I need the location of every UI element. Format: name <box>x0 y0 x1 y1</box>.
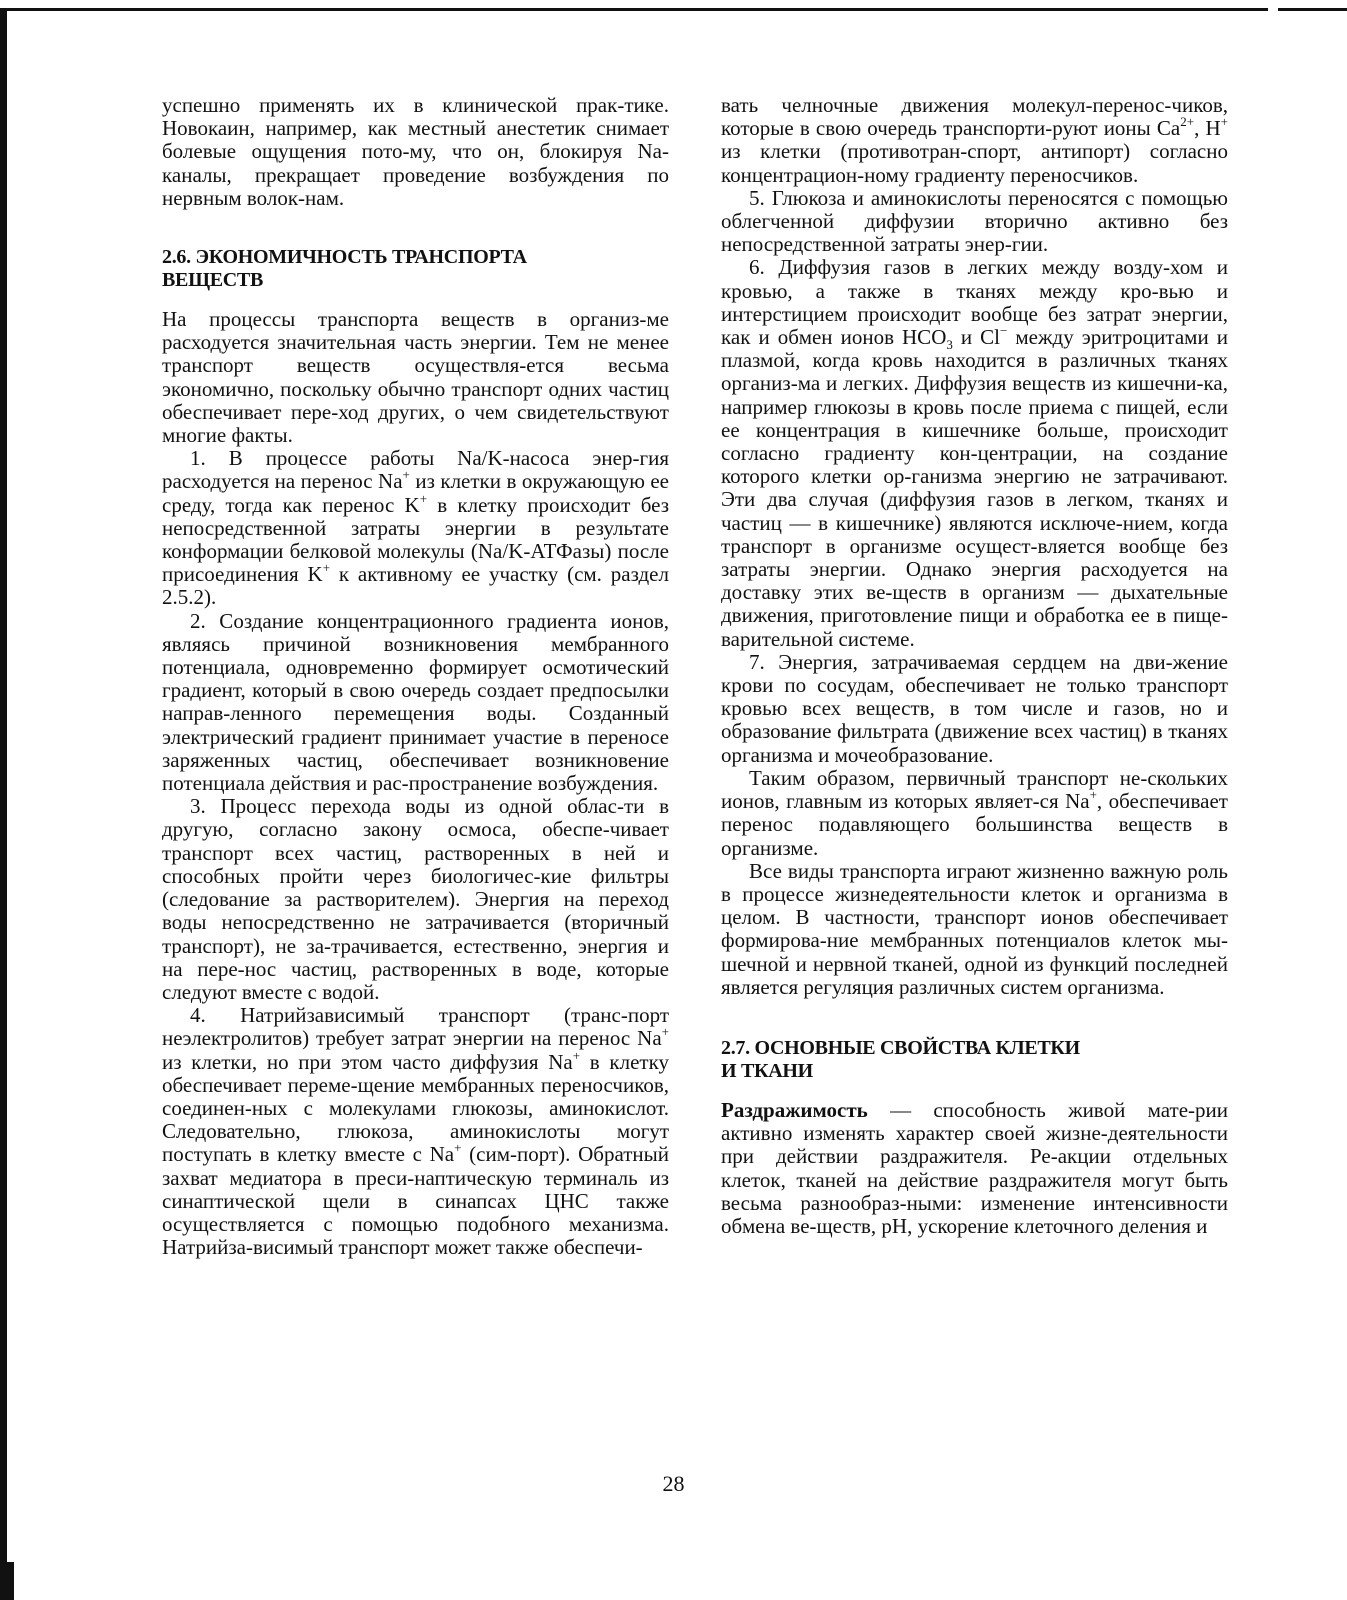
list-item-4 <box>162 1004 669 1259</box>
superscript-plus: + <box>419 490 428 506</box>
item6-text-c: между эритроцитами и плазмой, когда кровь находится в различных тканях организ-ма и легких. Диффузия веществ из кишечни-ка, например глюкозы в кровь после приема с пищей, если ее концентрация в кишечнике больше, происходит согласно градиенту кон-центрации, на создание которого клетки ор-ганизма энергию не затрачивают. Эти два случая (диффузия газов в легком, тканях и частиц — в кишечнике) являются исключе-нием, когда транспорт в организме осущест-вляется вообще без затраты энергии. Однако энергия расходуется на доставку этих ве-ществ в организм — дыхательные движения, приготовление пищи и обработка ее в пище-варительной системе. <box>721 325 1228 651</box>
thus-text-a: Таким образом, первичный транспорт не-скольких ионов, главным из которых являет-ся Na <box>721 765 1228 814</box>
paragraph-all-types: Все виды транспорта играют жизненно важную роль в процессе жизнедеятельности клеток и организма в целом. В частности, транспорт ионов обеспечивает формирова-ние мембранных потенциалов клеток мы-шечной и нервной тканей, одной из функций последней является регуляция различных систем организма. <box>721 858 1228 999</box>
continuation-text-c: из клетки (противотран-спорт, антипорт) согласно концентрацион-ному градиенту переносчиков. <box>721 139 1228 187</box>
item4-text-b: из клетки, но при этом часто диффузия Na <box>162 1049 573 1074</box>
item1-text-b: из клетки в окружающую ее среду, тогда как перенос K <box>162 469 670 517</box>
left-scan-notch <box>0 1562 14 1600</box>
term-irritability: Раздражимость <box>721 1097 868 1122</box>
paragraph-irritability <box>721 1099 1228 1238</box>
list-item-5: 5. Глюкоза и аминокислоты переносятся с помощью облегченной диффузии вторично активно без непосредственной затраты энер-гии. <box>721 185 1228 257</box>
paragraph-continuation <box>721 94 1228 187</box>
superscript-2plus: 2+ <box>1180 114 1195 130</box>
right-column <box>721 94 1228 1238</box>
top-scan-rule <box>0 8 1347 11</box>
continuation-text-a: вать челночные движения молекул-перенос-чиков, которые в свою очередь транспорти-руют ионы Ca <box>721 93 1228 141</box>
paragraph-thus <box>721 767 1228 860</box>
top-rule-gap <box>1268 8 1278 11</box>
list-item-3: 3. Процесс перехода воды из одной облас-ти в другую, согласно закону осмоса, обеспе-чивает транспорт всех частиц, растворенных в ней и способных пройти через биологичес-кие фильтры (следование за растворителем). Энергия на переход воды непосредственно не затрачивается (вторичный транспорт), не за-трачивается, естественно, энергия и на пере-нос частиц, растворенных в воде, которые следуют вместе с водой. <box>162 794 669 1004</box>
left-scan-edge <box>0 8 7 1600</box>
thus-text-b: , обеспечивает перенос подавляющего большинства веществ в организме. <box>721 789 1228 860</box>
item1-text-a: 1. В процессе работы Na/K-насоса энер-гия расходуется на перенос Na <box>162 446 669 494</box>
paragraph-economy: На процессы транспорта веществ в организ-ме расходуется значительная часть энергии. Тем не менее транспорт веществ осуществля-ется весьма экономично, поскольку обычно транспорт одних частиц обеспечивает пере-ход других, о чем свидетельствуют многие факты. <box>162 307 669 448</box>
superscript-plus: + <box>1089 787 1097 803</box>
item4-text-a: 4. Натрийзависимый транспорт (транс-порт неэлектролитов) требует затрат энергии на перенос Na <box>162 1003 669 1051</box>
section-heading-2-7 <box>721 1037 1228 1083</box>
item6-text-a: 6. Диффузия газов в легких между возду-хом и кровью, а также в тканях между кро-вью и интерстицием происходит вообще без затрат энергии, как и обмен ионов HCO <box>721 255 1228 350</box>
subscript-3: 3 <box>946 337 953 353</box>
section-heading-2-6-line2: ВЕЩЕСТВ <box>162 269 264 292</box>
list-item-7: 7. Энергия, затрачиваемая сердцем на дви-жение крови по сосудам, обеспечивает не только транспорт кровью всех веществ, в том числе и газов, но и образование фильтрата (движение всех частиц) в тканях организма и мочеобразование. <box>721 649 1228 767</box>
continuation-text-b: , H <box>1194 116 1221 141</box>
superscript-plus: + <box>322 560 331 576</box>
section-heading-2-7-line2: И ТКАНИ <box>721 1059 813 1082</box>
superscript-plus: + <box>572 1047 581 1063</box>
list-item-6 <box>721 256 1228 650</box>
superscript-plus: + <box>454 1140 462 1156</box>
section-heading-2-6-line1: 2.6. ЭКОНОМИЧНОСТЬ ТРАНСПОРТА <box>162 246 527 269</box>
superscript-plus: + <box>402 467 410 483</box>
paragraph-intro: успешно применять их в клинической прак-тике. Новокаин, например, как местный анестетик снимает болевые ощущения пото-му, что он, блокируя Na-каналы, прекращает проведение возбуждения по нервным волок-нам. <box>162 93 669 210</box>
left-column <box>162 94 669 1259</box>
item1-text-d: к активному ее участку (см. раздел 2.5.2). <box>162 562 669 610</box>
item1-text-c: в клетку происходит без непосредственной затраты энергии в результате конформации белковой молекулы (Na/K-АТФазы) после присоединения K <box>162 492 669 587</box>
item4-text-c: в клетку обеспечивает переме-щение мембранных переносчиков, соединен-ных с молекулами глюкозы, аминокислот. Следовательно, глюкоза, аминокислоты могут поступать в клетку вместе с Na <box>162 1049 669 1167</box>
section-heading-2-7-line1: 2.7. ОСНОВНЫЕ СВОЙСТВА КЛЕТКИ <box>721 1036 1080 1059</box>
list-item-1 <box>162 447 669 609</box>
section-heading-2-6 <box>162 246 669 292</box>
superscript-plus: + <box>661 1024 669 1040</box>
irritability-definition: — способность живой мате-рии активно изменять характер своей жизне-деятельности при действии раздражителя. Ре-акции отдельных клеток, тканей на действие раздражителя могут быть весьма разнообраз-ными: изменение интенсивности обмена ве-ществ, pH, ускорение клеточного деления и <box>721 1097 1228 1238</box>
item4-text-d: (сим-порт). Обратный захват медиатора в преси-наптическую терминаль из синаптической щели в синапсах ЦНС также осуществляется с помощью подобного механизма. Натрийза-висимый транспорт может также обеспечи- <box>162 1142 669 1260</box>
item6-text-b: и Cl <box>952 325 1001 350</box>
superscript-minus: − <box>1000 323 1008 339</box>
page-number: 28 <box>662 1471 685 1496</box>
superscript-plus: + <box>1220 114 1228 130</box>
list-item-2: 2. Создание концентрационного градиента ионов, являясь причиной возникновения мембранного потенциала, одновременно формирует осмотический градиент, который в свою очередь создает предпосылки направ-ленного перемещения воды. Созданный электрический градиент принимает участие в переносе заряженных частиц, обеспечивает возникновение потенциала действия и рас-пространение возбуждения. <box>162 608 669 796</box>
